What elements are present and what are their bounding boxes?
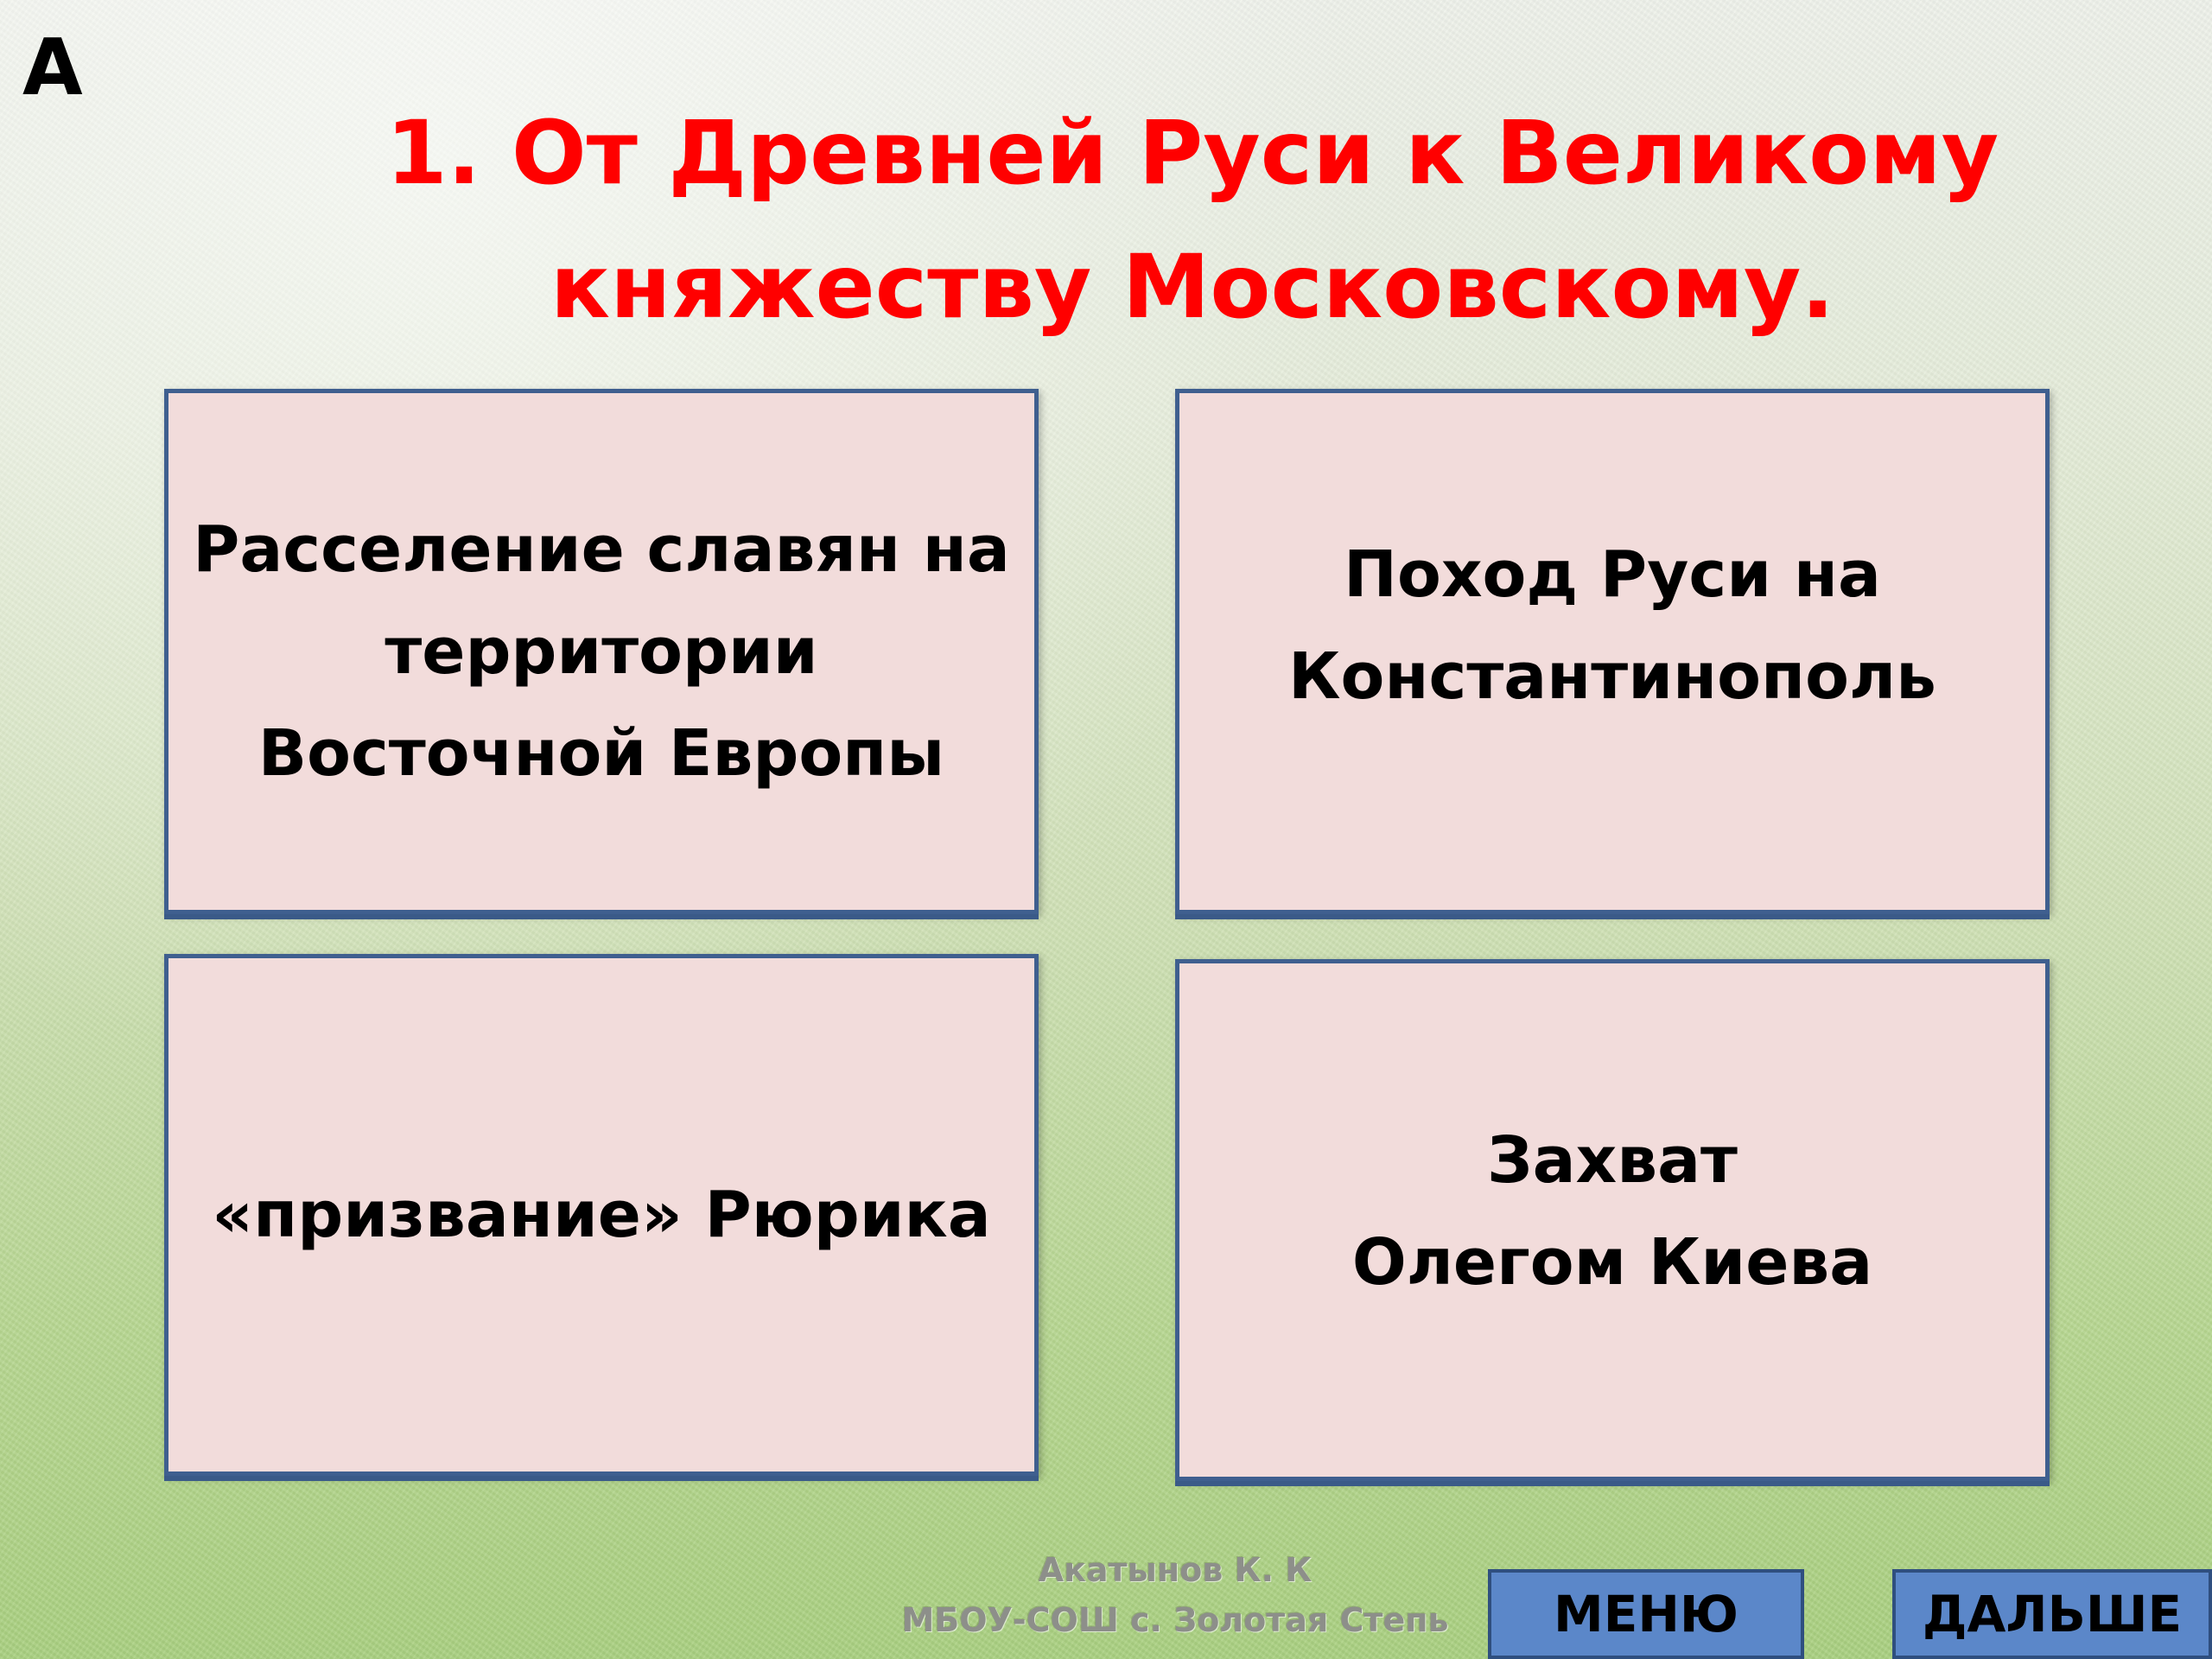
answer-card-1-line-2: территории [385,614,818,689]
slide-title-line-1: 1. От Древней Руси к Великому [385,102,1999,205]
answer-card-2[interactable] [1175,389,2050,914]
answer-card-4-text [1352,1109,1872,1313]
answer-card-4-line-2: Олегом Киева [1351,1225,1873,1300]
author-name: Акатынов К. К [1038,1551,1313,1589]
next-button[interactable]: ДАЛЬШЕ [1892,1569,2212,1659]
author-school: МБОУ-СОШ с. Золотая Степь [901,1601,1449,1639]
slide-title [242,86,2143,354]
answer-card-2-text [1288,524,1936,728]
answer-card-1-text [193,499,1010,804]
answer-card-3[interactable] [164,954,1039,1476]
answer-card-1[interactable] [164,389,1039,914]
answer-card-1-line-1: Расселение славян на [193,512,1010,587]
corner-letter: А [22,22,83,113]
author-credit [864,1545,1486,1645]
answer-card-1-line-3: Восточной Европы [257,716,945,791]
answer-card-4-line-1: Захват [1487,1123,1738,1198]
answer-card-4[interactable] [1175,959,2050,1481]
answer-card-2-line-1: Поход Руси на [1344,537,1881,612]
menu-button[interactable]: МЕНЮ [1488,1569,1804,1659]
slide-title-line-2: княжеству Московскому. [550,236,1835,339]
answer-card-2-line-2: Константинополь [1288,639,1936,714]
answer-card-3-line-1: «призвание» Рюрика [212,1178,991,1252]
answer-card-3-text [212,1164,990,1266]
